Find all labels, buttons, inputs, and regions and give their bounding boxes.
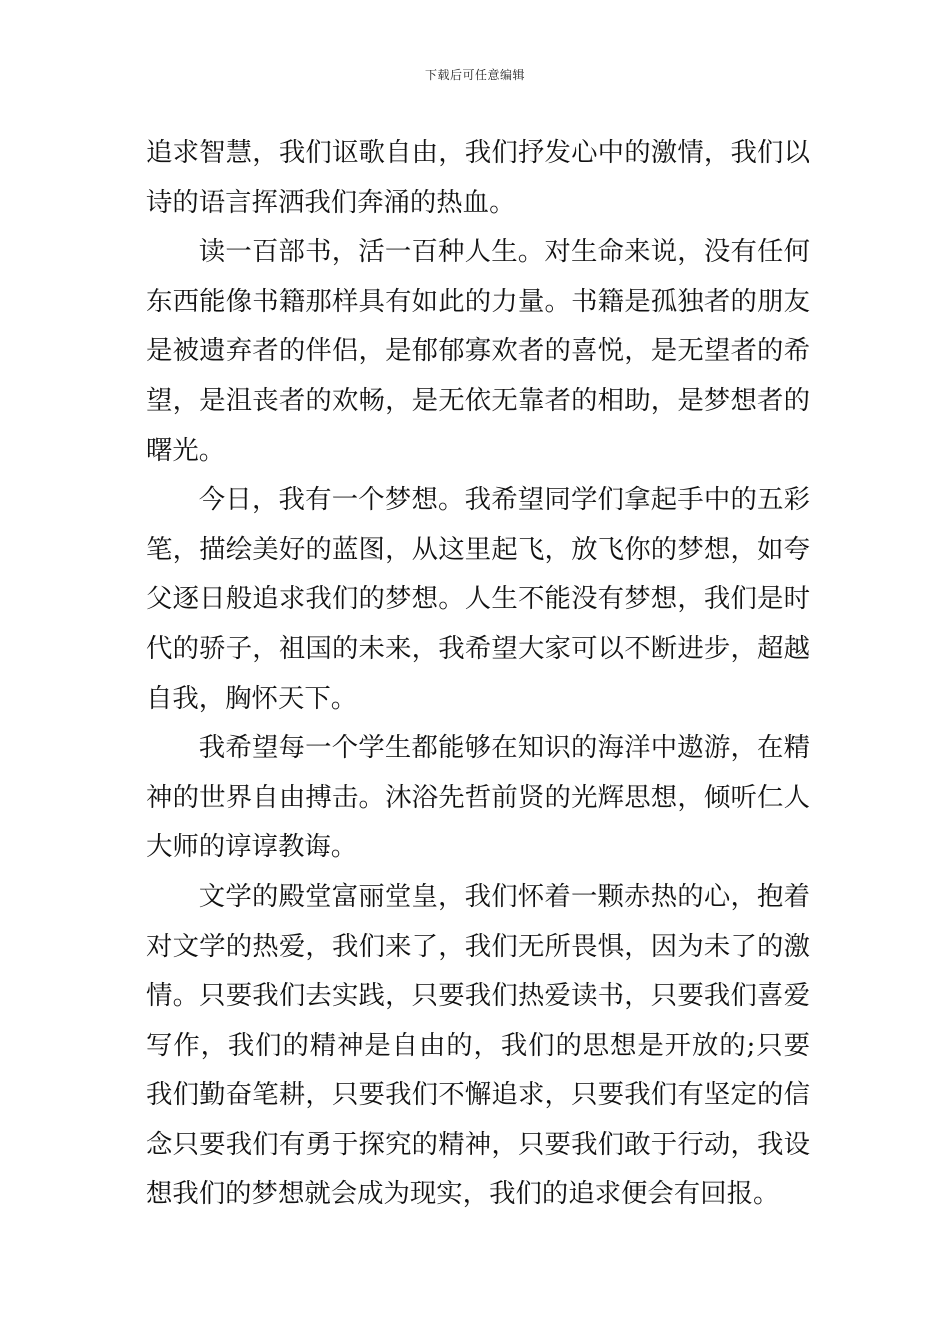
paragraph-1: 追求智慧，我们讴歌自由，我们抒发心中的激情，我们以诗的语言挥洒我们奔涌的热血。 bbox=[146, 137, 810, 218]
document-body bbox=[146, 128, 810, 1219]
paragraph-2: 读一百部书，活一百种人生。对生命来说，没有任何东西能像书籍那样具有如此的力量。书籍是孤独者的朋友是被遗弃者的伴侣，是郁郁寡欢者的喜悦，是无望者的希望，是沮丧者的欢畅，是无依无靠者的相助，是梦想者的曙光。 bbox=[146, 236, 810, 466]
paragraph-4: 我希望每一个学生都能够在知识的海洋中遨游，在精神的世界自由搏击。沐浴先哲前贤的光辉思想，倾听仁人大师的谆谆教诲。 bbox=[146, 732, 810, 863]
paragraph-3: 今日，我有一个梦想。我希望同学们拿起手中的五彩笔，描绘美好的蓝图，从这里起飞，放飞你的梦想，如夸父逐日般追求我们的梦想。人生不能没有梦想，我们是时代的骄子，祖国的未来，我希望大家可以不断进步，超越自我，胸怀天下。 bbox=[146, 484, 810, 714]
page-header: 下载后可任意编辑 bbox=[424, 68, 525, 82]
paragraph-5: 文学的殿堂富丽堂皇，我们怀着一颗赤热的心，抱着对文学的热爱，我们来了，我们无所畏惧，因为未了的激情。只要我们去实践，只要我们热爱读书，只要我们喜爱写作，我们的精神是自由的，我们的思想是开放的;只要我们勤奋笔耕，只要我们不懈追求，只要我们有坚定的信念只要我们有勇于探究的精神，只要我们敢于行动，我设想我们的梦想就会成为现实，我们的追求便会有回报。 bbox=[146, 880, 810, 1210]
